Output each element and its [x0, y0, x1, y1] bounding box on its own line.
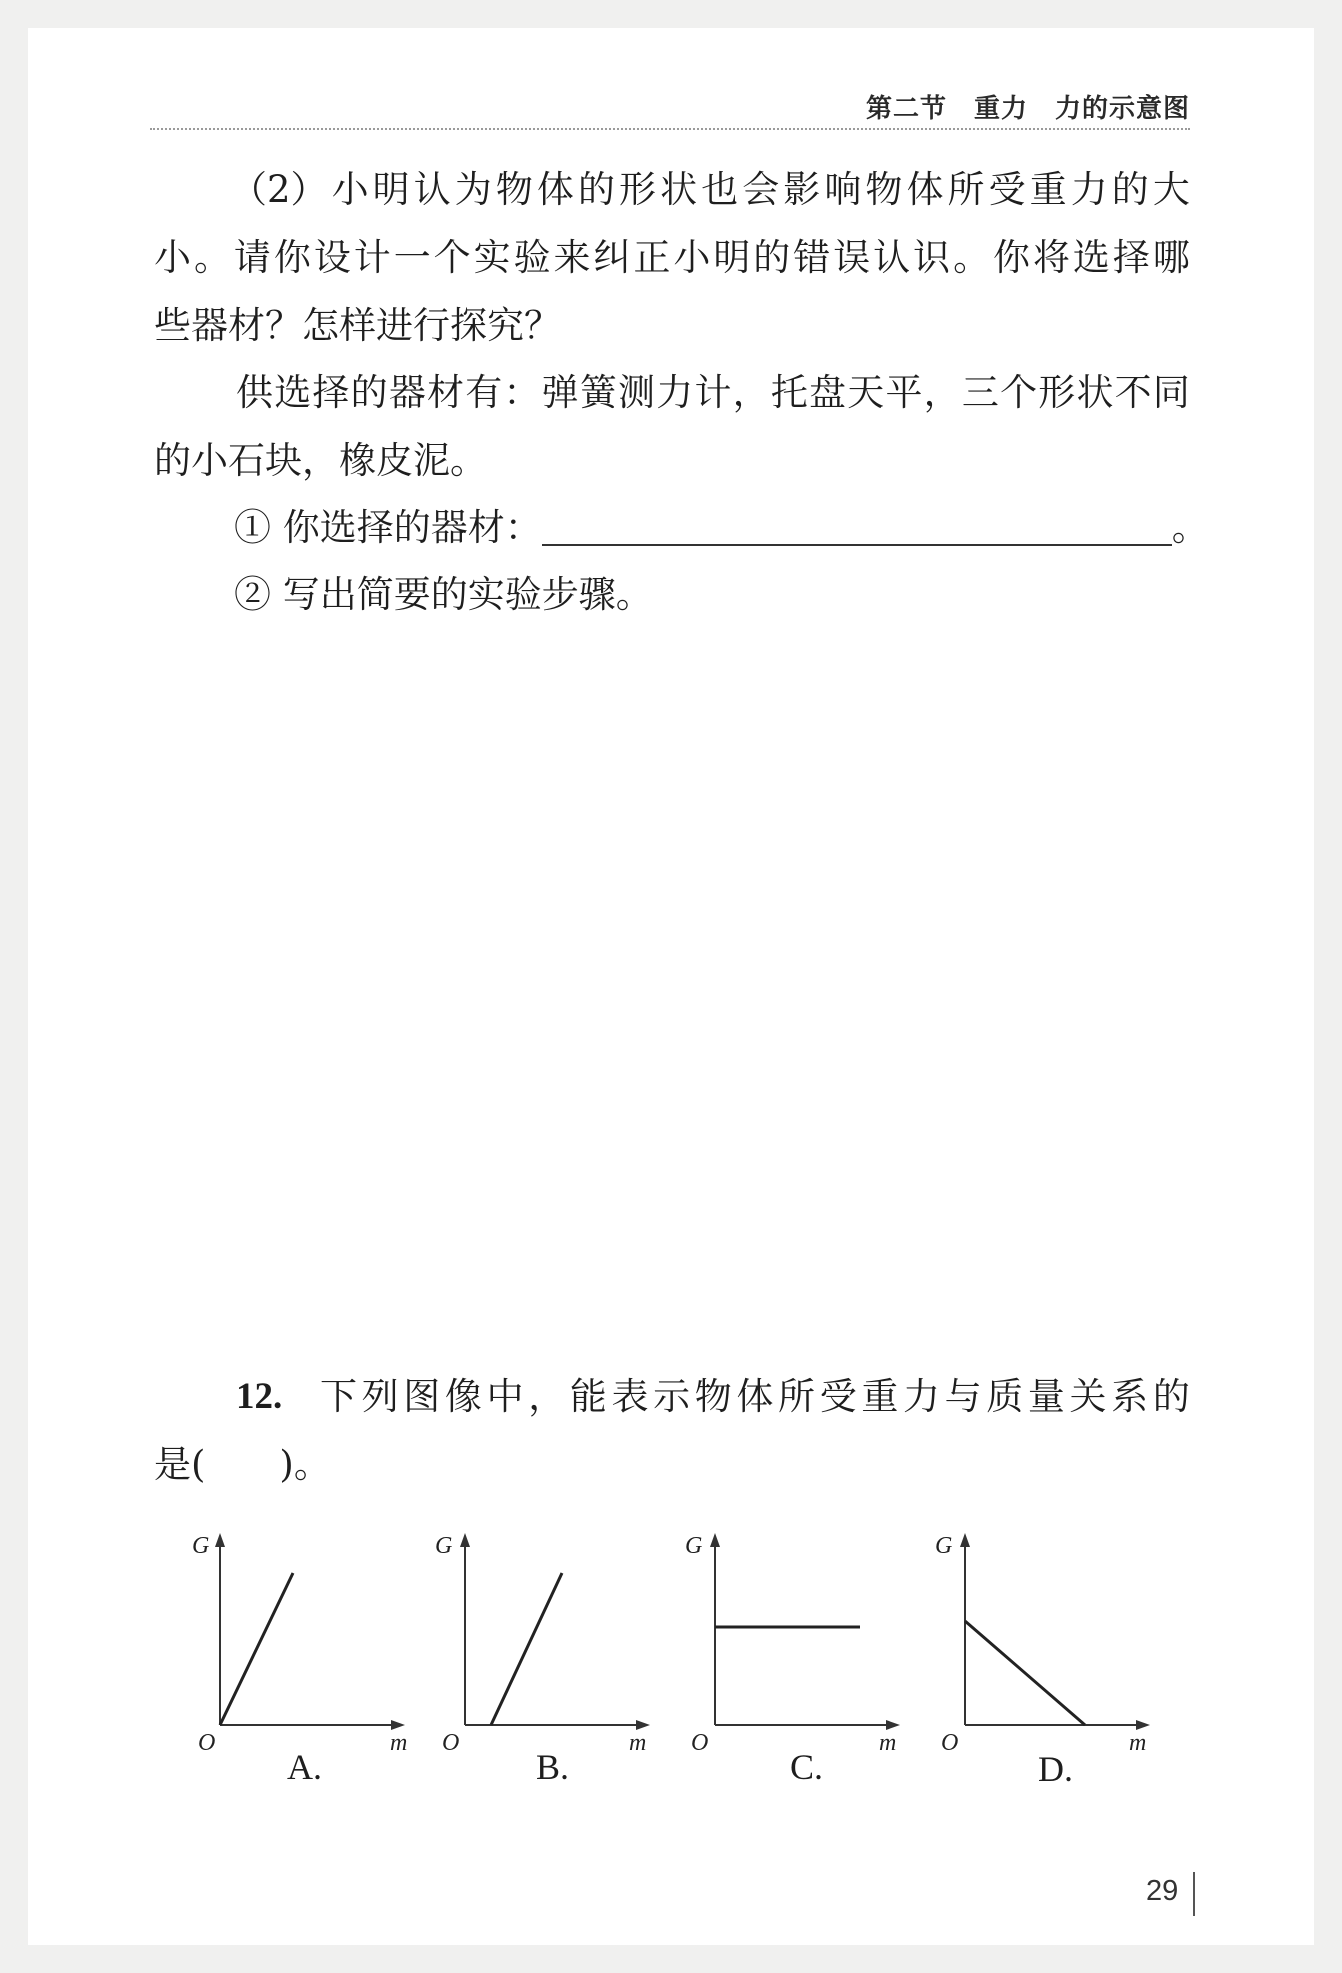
- graph-b-origin: O: [442, 1730, 460, 1755]
- part2-line1-char: 明: [372, 168, 410, 211]
- graph-a-y-arrow-icon: [215, 1533, 225, 1547]
- q12-line1-char: 力: [902, 1375, 940, 1418]
- equipment-line1-char: 选: [274, 371, 312, 414]
- part2-line2-char: 识: [913, 236, 951, 279]
- q12-line1-char: 表: [611, 1375, 649, 1418]
- part2-line2-char: 你: [273, 236, 311, 279]
- question-part2-line-1: [230, 168, 1190, 211]
- part2-line2-char: 误: [833, 236, 871, 279]
- equipment-line1-char: 供: [236, 371, 273, 414]
- part2-line2-char: 明: [713, 236, 751, 279]
- equipment-line1-char: 三: [961, 371, 999, 414]
- equipment-line1-char: 簧: [579, 371, 617, 414]
- part2-line1-char: 受: [988, 168, 1026, 211]
- equipment-line1-char: 盘: [809, 371, 847, 414]
- equipment-line1-char: 力: [656, 371, 694, 414]
- equipment-line1-char: 器: [388, 371, 426, 414]
- part2-line1-char: 为: [454, 168, 492, 211]
- section-title: 第二节 重力 力的示意图: [865, 94, 1190, 124]
- question-12-line-1: [236, 1375, 1190, 1418]
- part2-line2-char: 。: [953, 236, 991, 279]
- part2-line1-char: 的: [577, 168, 615, 211]
- q12-line1-char: 质: [986, 1375, 1024, 1418]
- q12-line1-char: 量: [1027, 1375, 1065, 1418]
- equipment-line1-char: ：: [503, 371, 541, 414]
- part2-line2-char: 将: [1032, 236, 1070, 279]
- part2-line2-char: 择: [1112, 236, 1150, 279]
- q12-line1-char: 像: [444, 1375, 482, 1418]
- equipment-line1-char: 测: [618, 371, 656, 414]
- part2-line2-char: 纠: [593, 236, 631, 279]
- graph-c-x-arrow-icon: [886, 1720, 900, 1730]
- q12-line1-char: 关: [1069, 1375, 1107, 1418]
- part2-line2-char: 实: [473, 236, 511, 279]
- part2-line1-char: 形: [619, 168, 657, 211]
- equipment-line1-char: ，: [923, 371, 961, 414]
- sub-question-2: ② 写出简要的实验步骤。: [234, 573, 653, 616]
- option-b[interactable]: B.: [536, 1747, 570, 1787]
- q12-line1-char: 物: [694, 1375, 732, 1418]
- equipment-line1-char: 同: [1152, 371, 1190, 414]
- part2-line1-char: 体: [906, 168, 944, 211]
- q12-line1-char: 列: [361, 1375, 399, 1418]
- q12-line1-char: 下: [320, 1375, 357, 1418]
- graph-a: [190, 1525, 420, 1755]
- part2-line2-char: 请: [233, 236, 271, 279]
- part2-line1-char: （2）: [230, 168, 328, 211]
- part2-line2-char: 选: [1072, 236, 1110, 279]
- equipment-line1-char: 计: [694, 371, 732, 414]
- equipment-line1-char: ，: [732, 371, 770, 414]
- q12-line1-char: 能: [569, 1375, 607, 1418]
- part2-line2-char: 一: [393, 236, 431, 279]
- graph-d-y-label: G: [935, 1533, 953, 1559]
- part2-line2-char: 小: [673, 236, 711, 279]
- graph-a-y-label: G: [192, 1533, 210, 1559]
- sub-question-1-end: 。: [1171, 506, 1209, 549]
- q12-line1-char: 的: [1152, 1375, 1190, 1418]
- answer-blank-equipment[interactable]: [542, 514, 1172, 546]
- q12-line1-char: 图: [403, 1375, 441, 1418]
- graph-d: [935, 1525, 1165, 1755]
- part2-line2-char: 的: [753, 236, 791, 279]
- equipment-line1-char: 天: [847, 371, 885, 414]
- q12-line1-char: 示: [653, 1375, 691, 1418]
- running-header: [150, 88, 1190, 130]
- graph-c-origin: O: [691, 1730, 709, 1755]
- page-number-rule: [1193, 1872, 1195, 1916]
- part2-line1-char: 状: [660, 168, 698, 211]
- question-12-line-2: 是( )。: [154, 1443, 331, 1486]
- graph-d-x-arrow-icon: [1136, 1720, 1150, 1730]
- option-c[interactable]: C.: [790, 1747, 824, 1787]
- graph-d-line: [965, 1621, 1085, 1725]
- part2-line2-char: 个: [433, 236, 471, 279]
- equipment-list-line-1: [236, 371, 1190, 414]
- part2-line1-char: 小: [331, 168, 369, 211]
- part2-line1-char: 力: [1070, 168, 1108, 211]
- q12-line1-char: 重: [861, 1375, 899, 1418]
- part2-line1-char: 影: [783, 168, 821, 211]
- part2-line2-char: 正: [633, 236, 671, 279]
- q12-line1-char: 体: [736, 1375, 774, 1418]
- equipment-line1-char: 个: [1000, 371, 1038, 414]
- graph-b-y-arrow-icon: [460, 1533, 470, 1547]
- graph-d-origin: O: [941, 1730, 959, 1755]
- graph-b-y-label: G: [435, 1533, 453, 1559]
- equipment-line1-char: 状: [1076, 371, 1114, 414]
- equipment-list-line-2: 的小石块，橡皮泥。: [154, 439, 487, 482]
- q12-line1-char: 所: [778, 1375, 816, 1418]
- part2-line2-char: 来: [553, 236, 591, 279]
- part2-line2-char: 设: [313, 236, 351, 279]
- part2-line1-char: 所: [947, 168, 985, 211]
- graph-c-x-label: m: [879, 1730, 897, 1755]
- graph-c: [685, 1525, 915, 1755]
- part2-line1-char: 也: [701, 168, 739, 211]
- graph-b-line: [491, 1573, 562, 1725]
- graph-b-x-arrow-icon: [636, 1720, 650, 1730]
- graph-d-y-arrow-icon: [960, 1533, 970, 1547]
- part2-line1-char: 物: [495, 168, 533, 211]
- question-part2-line-3: 些器材？怎样进行探究？: [154, 304, 561, 347]
- part2-line2-char: 计: [353, 236, 391, 279]
- part2-line1-char: 认: [413, 168, 451, 211]
- graph-b: [435, 1525, 665, 1755]
- sub-question-1: [234, 506, 1209, 549]
- part2-line2-char: 。: [193, 236, 231, 279]
- q12-line1-char: 受: [819, 1375, 857, 1418]
- option-a[interactable]: A.: [287, 1747, 322, 1787]
- equipment-line1-char: 有: [465, 371, 503, 414]
- equipment-line1-char: 的: [350, 371, 388, 414]
- graph-c-y-arrow-icon: [710, 1533, 720, 1547]
- equipment-line1-char: 不: [1114, 371, 1152, 414]
- part2-line2-char: 小: [154, 236, 191, 279]
- q12-line1-char: 系: [1111, 1375, 1149, 1418]
- part2-line1-char: 重: [1029, 168, 1067, 211]
- equipment-line1-char: 材: [427, 371, 465, 414]
- q12-line1-char: ，: [528, 1375, 566, 1418]
- equipment-line1-char: 择: [312, 371, 350, 414]
- part2-line1-char: 响: [824, 168, 862, 211]
- option-d[interactable]: D.: [1038, 1749, 1073, 1789]
- part2-line2-char: 你: [993, 236, 1031, 279]
- part2-line1-char: 的: [1111, 168, 1149, 211]
- part2-line1-char: 物: [865, 168, 903, 211]
- equipment-line1-char: 形: [1038, 371, 1076, 414]
- question-number: 12.: [236, 1376, 283, 1417]
- part2-line2-char: 验: [513, 236, 551, 279]
- q12-line1-char: 中: [486, 1375, 524, 1418]
- graph-a-origin: O: [198, 1730, 216, 1755]
- graph-a-x-label: m: [390, 1730, 408, 1755]
- question-part2-line-2: [154, 236, 1190, 279]
- equipment-line1-char: 弹: [541, 371, 579, 414]
- part2-line2-char: 哪: [1152, 236, 1190, 279]
- part2-line2-char: 认: [873, 236, 911, 279]
- part2-line2-char: 错: [793, 236, 831, 279]
- equipment-line1-char: 托: [770, 371, 808, 414]
- page-number: 29: [1146, 1875, 1179, 1907]
- part2-line1-char: 体: [536, 168, 574, 211]
- equipment-line1-char: 平: [885, 371, 923, 414]
- graph-a-line: [220, 1573, 293, 1725]
- part2-line1-char: 大: [1152, 168, 1190, 211]
- graph-d-x-label: m: [1129, 1730, 1147, 1755]
- q12-line1-char: 与: [944, 1375, 982, 1418]
- sub-question-1-label: ① 你选择的器材：: [234, 506, 542, 549]
- graph-b-x-label: m: [629, 1730, 647, 1755]
- part2-line1-char: 会: [742, 168, 780, 211]
- graph-a-x-arrow-icon: [391, 1720, 405, 1730]
- graph-c-y-label: G: [685, 1533, 703, 1559]
- question-12-text: [320, 1375, 1190, 1418]
